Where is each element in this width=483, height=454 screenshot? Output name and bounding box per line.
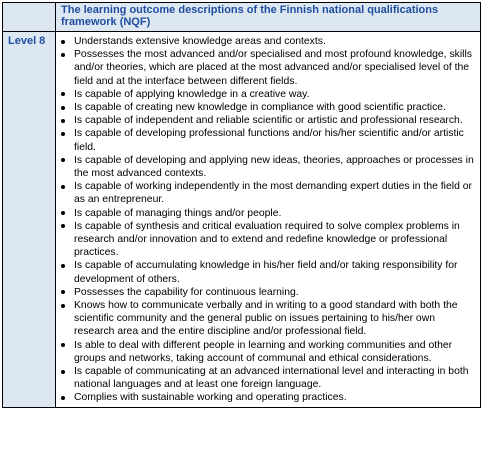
bullet-icon: [61, 211, 65, 215]
list-item: [56, 391, 476, 404]
bullet-icon: [61, 106, 65, 110]
list-item-text: Understands extensive knowledge areas and contexts.: [74, 36, 326, 47]
list-item-text: Possesses the most advanced and/or specialised and most profound knowledge, skills and/or theories, which are placed at the most advanced and/or specialised level of the field and at the interface between different fields.: [74, 49, 472, 87]
list-item-text: Is capable of managing things and/or people.: [74, 207, 282, 219]
outcome-list: [56, 32, 480, 407]
bullet-icon: [61, 92, 65, 96]
level-cell: [3, 32, 56, 408]
table-header-row: [3, 3, 481, 32]
list-item-text: Is capable of working independently in the most demanding expert duties in the field or as an entrepreneur.: [74, 181, 472, 206]
list-item-text: Is capable of creating new knowledge in compliance with good scientific practice.: [74, 102, 446, 114]
list-item: [56, 154, 476, 180]
bullet-icon: [61, 53, 65, 57]
list-item: [56, 48, 476, 88]
bullet-icon: [61, 370, 65, 374]
list-item: [56, 339, 476, 365]
list-item-text: Possesses the capability for continuous learning.: [74, 286, 299, 298]
list-item-text: Complies with sustainable working and operating practices.: [74, 392, 347, 404]
header-title: The learning outcome descriptions of the Finnish national qualifications framework (NQF): [61, 4, 439, 28]
list-item-text: Is capable of synthesis and critical evaluation required to solve complex problems in research and/or innovation and to extend and redefine knowledge or professional practices.: [74, 220, 460, 259]
list-item-text: Is able to deal with different people in learning and working communities and other groups and networks, taking account of communal and ethical considerations.: [74, 339, 453, 364]
bullet-icon: [61, 290, 65, 294]
list-item: [56, 299, 476, 339]
list-item: [56, 286, 476, 299]
list-item: [56, 220, 476, 260]
bullet-icon: [61, 224, 65, 228]
level-label: Level 8: [8, 35, 46, 47]
list-item: [56, 101, 476, 114]
list-item: [56, 88, 476, 101]
header-title-cell: [56, 3, 481, 32]
list-item-text: Is capable of communicating at an advanced international level and interacting in both national languages and at least one foreign language.: [74, 366, 469, 391]
bullet-icon: [61, 158, 65, 162]
nqf-table: [2, 2, 481, 408]
description-cell: [56, 32, 481, 408]
list-item-text: Is capable of developing professional functions and/or his/her scientific and/or artistic field.: [74, 128, 464, 153]
bullet-icon: [61, 185, 65, 189]
bullet-icon: [61, 304, 65, 308]
bullet-icon: [61, 396, 65, 400]
list-item: [56, 259, 476, 285]
list-item: [56, 180, 476, 206]
list-item-text: Knows how to communicate verbally and in writing to a good standard with both the scientific community and the general public on issues pertaining to his/her own research area and the entire discipline and/or professional field.: [74, 300, 458, 338]
bullet-icon: [61, 119, 65, 123]
list-item-text: Is capable of developing and applying new ideas, theories, approaches or processes in the most advanced contexts.: [74, 154, 474, 180]
bullet-icon: [61, 264, 65, 268]
list-item-text: Is capable of applying knowledge in a creative way.: [74, 88, 310, 100]
bullet-icon: [61, 343, 65, 347]
level-row: [3, 32, 481, 408]
list-item: [56, 127, 476, 153]
list-item: [56, 114, 476, 127]
list-item-text: Is capable of accumulating knowledge in his/her field and/or taking responsibility for development of others.: [74, 260, 458, 285]
list-item: [56, 207, 476, 220]
bullet-icon: [61, 40, 65, 44]
list-item: [56, 35, 476, 48]
list-item-text: Is capable of independent and reliable scientific or artistic and professional research.: [74, 115, 463, 127]
list-item: [56, 365, 476, 391]
bullet-icon: [61, 132, 65, 136]
header-empty-cell: [3, 3, 56, 32]
